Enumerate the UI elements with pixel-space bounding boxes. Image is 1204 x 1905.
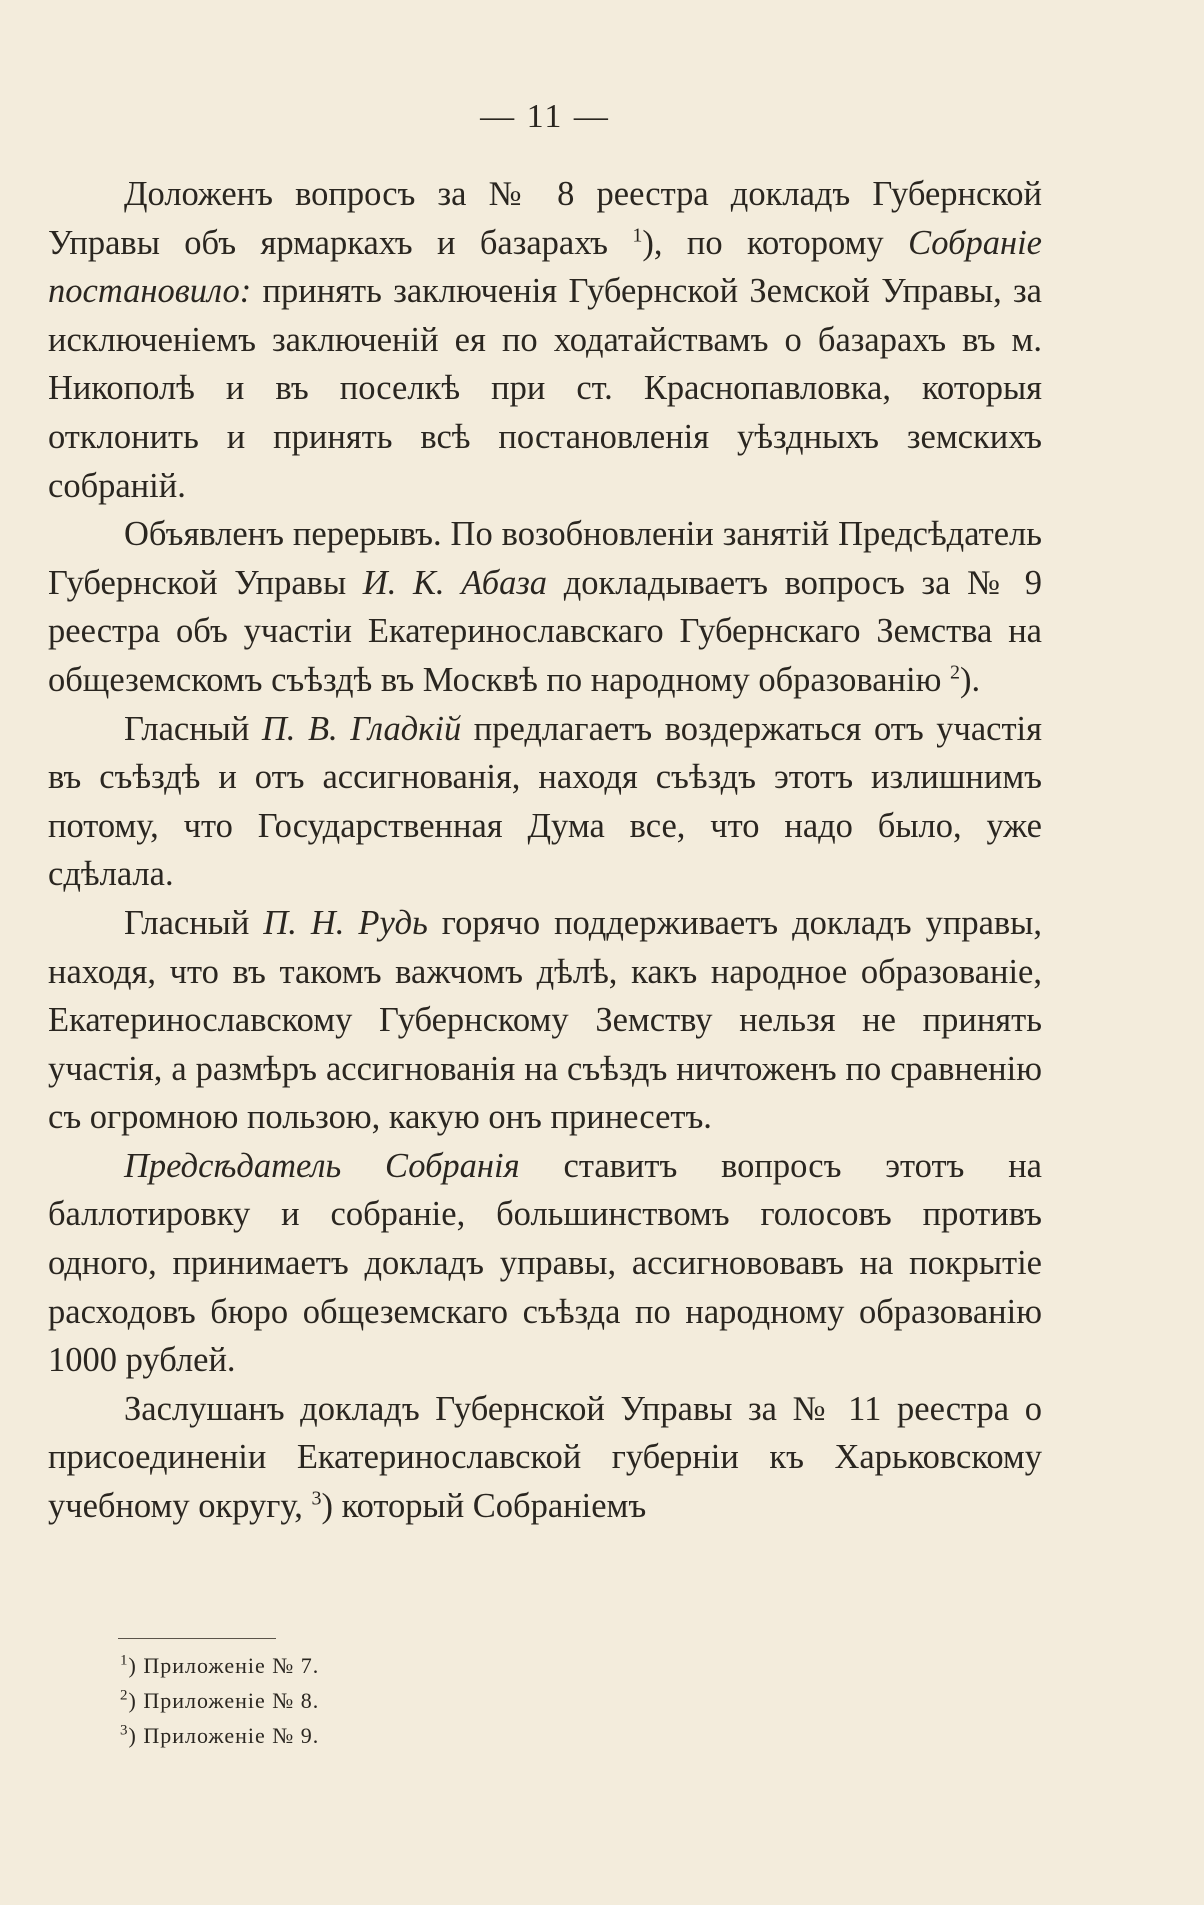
italic-name: Собраніе постановило:: [48, 223, 1042, 311]
paragraph: [48, 1385, 1042, 1531]
text-run: горячо поддерживаетъ докладъ управы, находя, что въ такомъ важчомъ дѣлѣ, какъ народное образованіе, Екатеринославскому Губернскому Земству нельзя не принять участія, а размѣръ ассигнованія на съѣздъ ничтоженъ по сравненію съ огромною пользою, какую онъ принесетъ.: [48, 903, 1042, 1137]
italic-name: И. К. Абаза: [362, 563, 548, 602]
paragraph: [48, 705, 1042, 899]
footnote-mark: 2: [120, 1687, 129, 1704]
footnote-ref: 1: [632, 224, 643, 247]
paragraph: [48, 899, 1042, 1142]
footnote: [120, 1683, 319, 1718]
text-run: докладываетъ вопросъ за № 9 реестра объ участіи Екатеринославскаго Губернскаго Земства на общеземскомъ съѣздѣ въ Москвѣ по народному образованію: [48, 563, 1042, 699]
paragraph: [48, 510, 1042, 704]
text-run: ), по которому: [642, 223, 909, 262]
text-run: Доложенъ вопросъ за № 8 реестра докладъ Губернской Управы объ ярмаркахъ и базарахъ: [48, 175, 1042, 262]
text-run: принять заключенія Губернской Земской Управы, за исключеніемъ заключеній ея по ходатайствамъ о базарахъ въ м. Никополѣ и въ поселкѣ при ст. Краснопавловка, которыя отклонить и принять всѣ постановленія уѣздныхъ земскихъ собраній.: [48, 272, 1042, 505]
text-run: Объявленъ перерывъ. По возобновленіи занятій Предсѣдатель Губернской Управы: [48, 515, 1042, 602]
footnote-text: ) Приложеніе № 9.: [128, 1723, 320, 1748]
footnote-ref: 2: [950, 661, 961, 684]
text-run: ставитъ вопросъ этотъ на баллотировку и собраніе, большинствомъ голосовъ противъ одного, принимаетъ докладъ управы, ассигнововавъ на покрытіе расходовъ бюро общеземскаго съѣзда по народному образованію 1000 рублей.: [48, 1146, 1042, 1380]
text-run: Гласный: [124, 903, 264, 942]
text-run: ).: [960, 660, 981, 699]
footnote-text: ) Приложеніе № 7.: [128, 1653, 320, 1678]
text-run: Гласный: [124, 709, 262, 748]
footnote-ref: 3: [311, 1487, 322, 1510]
paragraph: [48, 1142, 1042, 1385]
italic-name: П. В. Гладкій: [261, 709, 462, 748]
italic-name: П. Н. Рудь: [263, 903, 428, 942]
footnote-text: ) Приложеніе № 8.: [128, 1688, 320, 1713]
footnotes: [120, 1648, 319, 1753]
footnote-mark: 1: [120, 1652, 129, 1669]
paragraph: [48, 170, 1042, 510]
footnote: [120, 1718, 319, 1753]
text-run: предлагаетъ воздержаться отъ участія въ съѣздѣ и отъ ассигнованія, находя съѣздъ этотъ излишнимъ потому, что Государственная Дума все, что надо было, уже сдѣлала.: [48, 709, 1042, 894]
italic-name: Предсѣдатель Собранія: [124, 1146, 520, 1185]
body-text: [48, 170, 1042, 1531]
footnote: [120, 1648, 319, 1683]
footnote-divider: [118, 1638, 276, 1639]
text-run: ) который Собраніемъ: [321, 1487, 647, 1526]
footnote-mark: 3: [120, 1722, 129, 1739]
text-run: Заслушанъ докладъ Губернской Управы за № 11 реестра о присоединеніи Екатеринославской губерніи къ Харьковскому учебному округу,: [48, 1389, 1042, 1526]
page-number: — 11 —: [480, 98, 610, 135]
